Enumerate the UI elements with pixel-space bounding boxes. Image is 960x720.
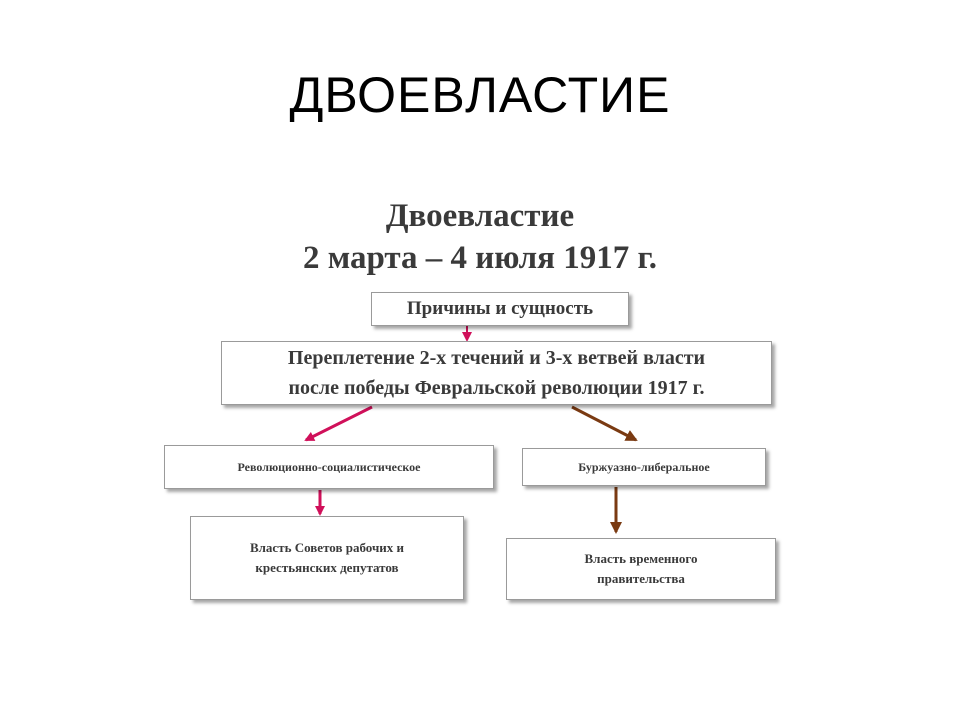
main-essence-line2: после победы Февральской революции 1917 г.: [288, 377, 705, 399]
provisional-government-line2: правительства: [597, 571, 685, 586]
soviets-power-line1: Власть Советов рабочих и: [249, 540, 405, 555]
arrow-main-to-right-branch: [572, 407, 636, 440]
slide-title: ДВОЕВЛАСТИЕ: [289, 67, 671, 123]
liberal-branch-label: Буржуазно-либеральное: [578, 459, 710, 474]
main-essence-box: [221, 341, 772, 405]
liberal-branch-box: [522, 448, 766, 486]
arrow-main-to-left-branch: [306, 407, 372, 440]
diagram-dates: 2 марта – 4 июля 1917 г.: [302, 240, 658, 276]
soviets-power-box: [190, 516, 464, 600]
socialist-branch-box: [164, 445, 494, 489]
causes-box: [371, 292, 629, 326]
soviets-power-line2: крестьянских депутатов: [255, 560, 399, 575]
main-essence-line1: Переплетение 2-х течений и 3-х ветвей власти: [287, 347, 706, 369]
causes-label: Причины и сущность: [406, 298, 594, 319]
socialist-branch-label: Революционно-социалистическое: [237, 459, 421, 474]
provisional-government-line1: Власть временного: [584, 551, 698, 566]
diagram-heading: Двоевластие: [385, 198, 575, 234]
provisional-government-box: [506, 538, 776, 600]
